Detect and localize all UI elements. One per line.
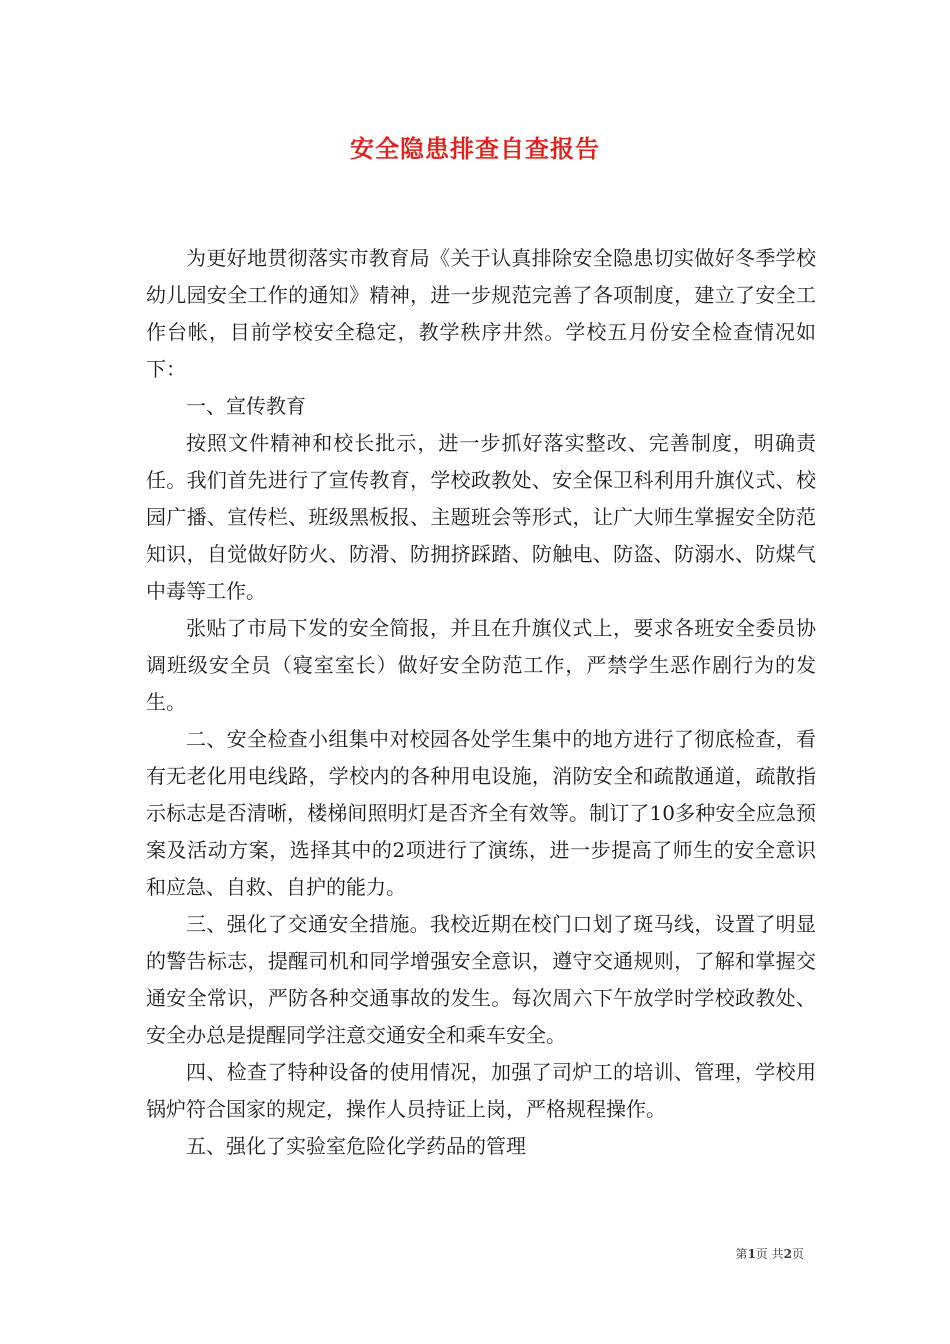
paragraph-traffic: 三、强化了交通安全措施。我校近期在校门口划了斑马线，设置了明显的警告标志，提醒司机和同学增强安全意识，遵守交通规则，了解和掌握交通安全常识，严防各种交通事故的发生。每次周六下午放学时学校政教处、安全办总是提醒同学注意交通安全和乘车安全。 <box>146 912 816 1047</box>
footer-middle: 页 共 <box>755 1247 784 1261</box>
total-page-number: 2 <box>783 1247 792 1261</box>
paragraph-publicity: 按照文件精神和校长批示，进一步抓好落实整改、完善制度，明确责任。我们首先进行了宣传教育，学校政教处、安全保卫科利用升旗仪式、校园广播、宣传栏、班级黑板报、主题班会等形式，让广大师生掌握安全防范知识，自觉做好防火、防滑、防拥挤踩踏、防触电、防盗、防溺水、防煤气中毒等工作。 <box>146 431 816 603</box>
current-page-number: 1 <box>747 1247 756 1261</box>
footer-suffix: 页 <box>791 1247 804 1261</box>
page-number-footer <box>735 1246 804 1262</box>
paragraph-bulletin: 张贴了市局下发的安全简报，并且在升旗仪式上，要求各班安全委员协调班级安全员（寝室室长）做好安全防范工作，严禁学生恶作剧行为的发生。 <box>146 616 816 714</box>
section-heading-publicity: 一、宣传教育 <box>186 394 306 418</box>
footer-prefix: 第 <box>735 1247 748 1261</box>
paragraph-inspection: 二、安全检查小组集中对校园各处学生集中的地方进行了彻底检查，看有无老化用电线路，学校内的各种用电设施，消防安全和疏散通道，疏散指示标志是否清晰，楼梯间照明灯是否齐全有效等。制订了10多种安全应急预案及活动方案，选择其中的2项进行了演练，进一步提高了师生的安全意识和应急、自救、自护的能力。 <box>146 727 816 899</box>
paragraph-special-equipment: 四、检查了特种设备的使用情况，加强了司炉工的培训、管理，学校用锅炉符合国家的规定，操作人员持证上岗，严格规程操作。 <box>146 1060 816 1121</box>
document-body <box>146 240 816 1165</box>
paragraph-laboratory: 五、强化了实验室危险化学药品的管理 <box>186 1134 526 1158</box>
document-title: 安全隐患排查自查报告 <box>350 134 600 163</box>
paragraph-intro: 为更好地贯彻落实市教育局《关于认真排除安全隐患切实做好冬季学校幼儿园安全工作的通知》精神，进一步规范完善了各项制度，建立了安全工作台帐，目前学校安全稳定，教学秩序井然。学校五月份安全检查情况如下： <box>146 246 816 381</box>
